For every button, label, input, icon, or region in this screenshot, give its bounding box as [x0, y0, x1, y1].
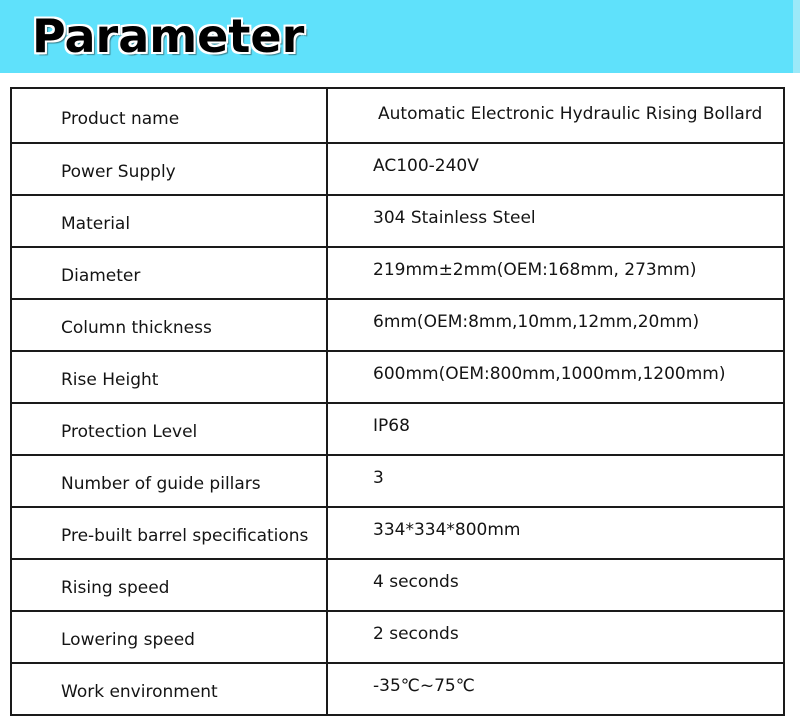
table-row [11, 559, 784, 611]
parameter-value: AC100-240V [327, 143, 784, 195]
parameter-value: Automatic Electronic Hydraulic Rising Bollard [327, 88, 784, 143]
parameter-value: 334*334*800mm [327, 507, 784, 559]
parameter-label: Diameter [11, 247, 327, 299]
header-banner [0, 0, 800, 73]
table-row [11, 88, 784, 143]
parameter-value: 600mm(OEM:800mm,1000mm,1200mm) [327, 351, 784, 403]
parameter-label: Rise Height [11, 351, 327, 403]
header-edge [793, 0, 800, 73]
parameter-label: Lowering speed [11, 611, 327, 663]
parameter-value: 6mm(OEM:8mm,10mm,12mm,20mm) [327, 299, 784, 351]
parameter-label: Rising speed [11, 559, 327, 611]
table-row [11, 507, 784, 559]
table-row [11, 247, 784, 299]
parameter-value: -35℃~75℃ [327, 663, 784, 715]
parameter-label: Product name [11, 88, 327, 143]
parameter-label: Protection Level [11, 403, 327, 455]
parameter-label: Pre-built barrel specifications [11, 507, 327, 559]
parameter-value: IP68 [327, 403, 784, 455]
parameter-value: 304 Stainless Steel [327, 195, 784, 247]
table-row [11, 195, 784, 247]
parameter-value: 3 [327, 455, 784, 507]
table-row [11, 143, 784, 195]
parameter-label: Work environment [11, 663, 327, 715]
table-row [11, 611, 784, 663]
table-row [11, 351, 784, 403]
parameter-value: 4 seconds [327, 559, 784, 611]
table-row [11, 403, 784, 455]
parameter-value: 219mm±2mm(OEM:168mm, 273mm) [327, 247, 784, 299]
parameter-label: Power Supply [11, 143, 327, 195]
parameter-table-body [11, 88, 784, 715]
parameter-label: Material [11, 195, 327, 247]
table-row [11, 299, 784, 351]
table-row [11, 455, 784, 507]
parameter-label: Number of guide pillars [11, 455, 327, 507]
page-title: Parameter [32, 9, 305, 63]
parameter-table [10, 87, 785, 716]
parameter-value: 2 seconds [327, 611, 784, 663]
parameter-label: Column thickness [11, 299, 327, 351]
table-row [11, 663, 784, 715]
